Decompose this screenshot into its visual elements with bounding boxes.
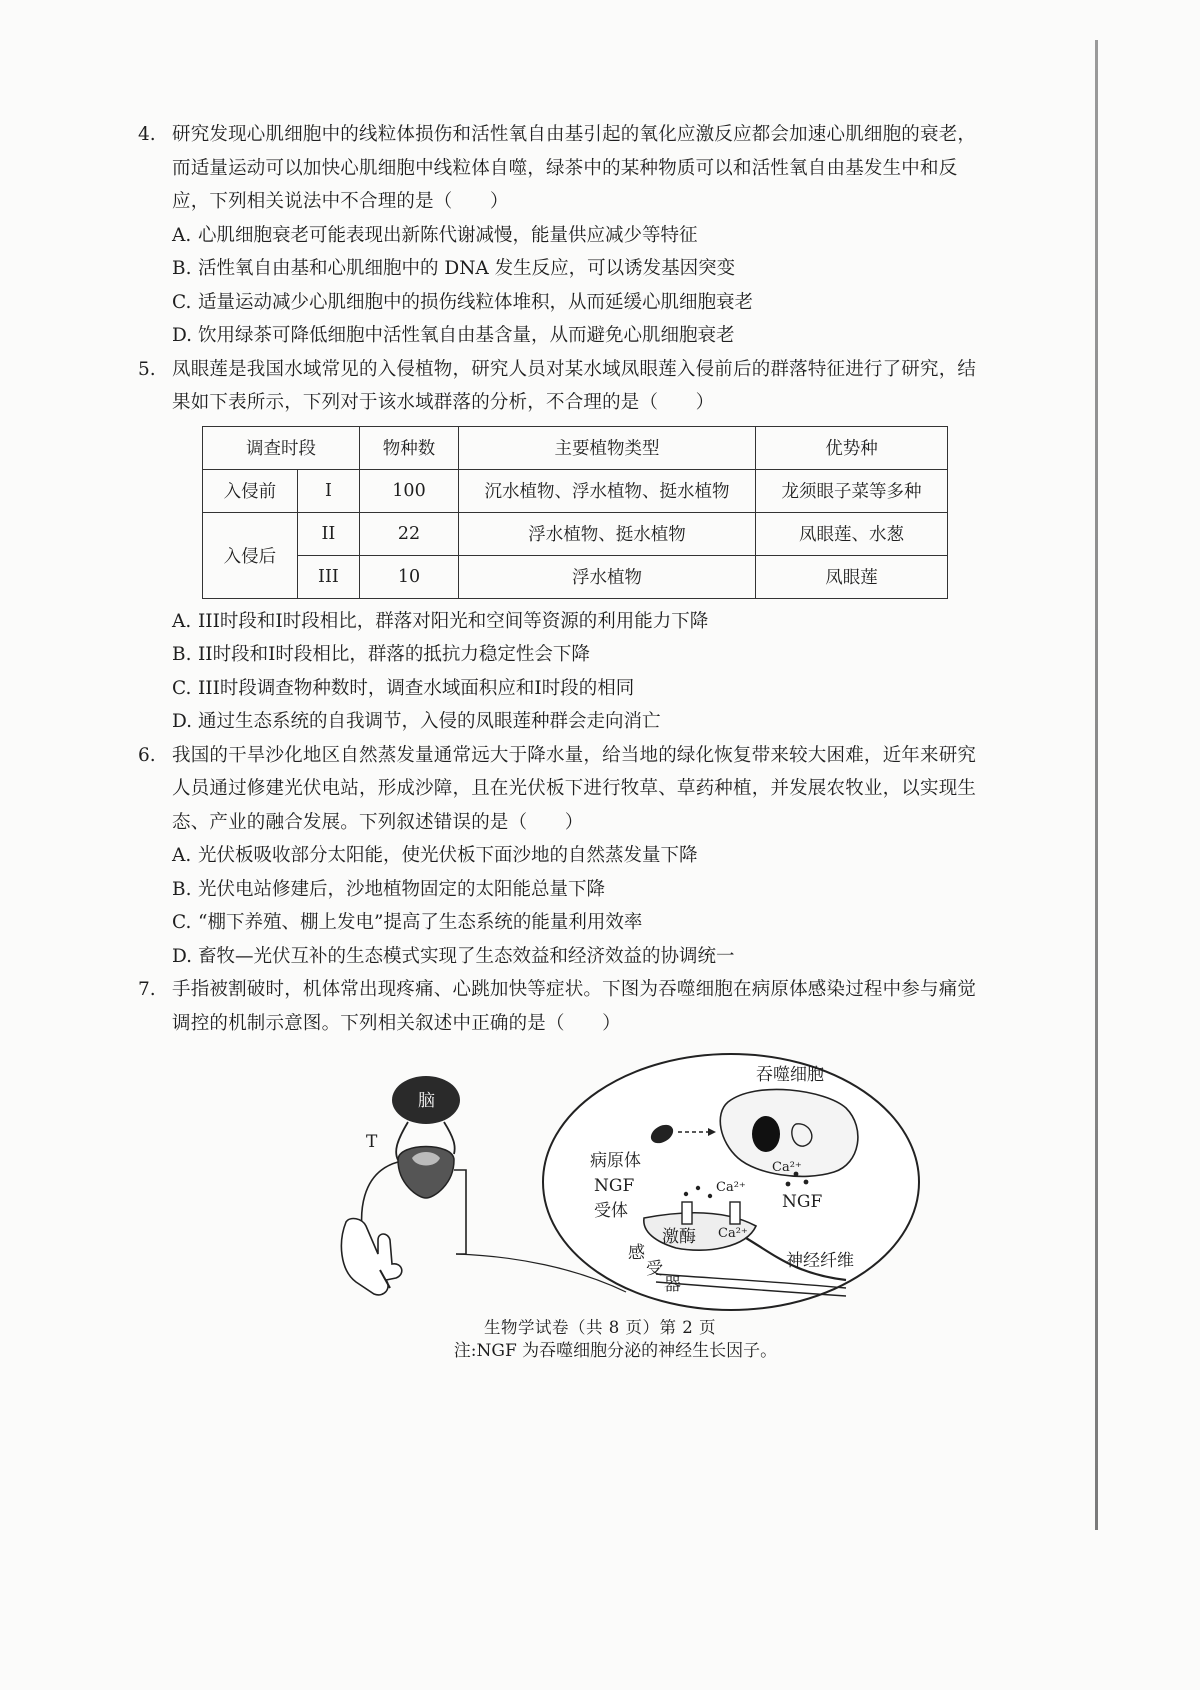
question-stem: 凤眼莲是我国水域常见的入侵植物，研究人员对某水域凤眼莲入侵前后的群落特征进行了研究，结果如下表所示，下列对于该水域群落的分析，不合理的是（ ）: [172, 358, 977, 413]
label-phagocyte: 吞噬细胞: [756, 1065, 824, 1085]
table-cell-types: 浮水植物、挺水植物: [459, 512, 756, 555]
table-header-row: [203, 426, 948, 469]
ca-ion-dot: [804, 1180, 809, 1185]
option-text: II时段和I时段相比，群落的抵抗力稳定性会下降: [198, 644, 590, 665]
option-key: A.: [172, 224, 192, 246]
label-receptor-2: 受: [646, 1259, 663, 1279]
question-stem: 我国的干旱沙化地区自然蒸发量通常远大于降水量，给当地的绿化恢复带来较大困难，近年来研究人员通过修建光伏电站，形成沙障，且在光伏板下进行牧草、草药种植，并发展农牧业，以实现生态、产业的融合发展。下列叙述错误的是（ ）: [172, 744, 977, 833]
ngf-dot: [684, 1192, 688, 1196]
table-header-cell: 主要植物类型: [459, 426, 756, 469]
question-6: [138, 739, 993, 840]
ngf-dot: [708, 1194, 712, 1198]
ascending-pathway: [444, 1122, 455, 1154]
figure-note: 注:NGF 为吞噬细胞分泌的神经生长因子。: [453, 1341, 778, 1361]
label-kinase: 激酶: [662, 1227, 696, 1247]
table-cell-dominant: 龙须眼子菜等多种: [756, 469, 948, 512]
option-key: C.: [172, 912, 192, 933]
page-content: [138, 118, 993, 1361]
table-row: [203, 469, 948, 512]
option-key: B.: [172, 644, 192, 665]
option-a: [172, 839, 993, 873]
table-row: [203, 512, 948, 555]
phagocyte-nucleus: [752, 1116, 780, 1152]
option-text: 光伏板吸收部分太阳能，使光伏板下面沙地的自然蒸发量下降: [198, 845, 698, 866]
ca-channel-shape: [730, 1202, 740, 1224]
label-ca-top: Ca²⁺: [772, 1160, 802, 1175]
option-text: “棚下养殖、棚上发电”提高了生态系统的能量利用效率: [198, 912, 643, 933]
table-cell-species: 100: [360, 469, 459, 512]
table-row: [203, 555, 948, 598]
page-edge-shadow: [1095, 40, 1098, 1530]
ngf-dot: [696, 1186, 700, 1190]
option-key: A.: [172, 845, 192, 866]
option-c: [172, 286, 993, 320]
option-text: III时段调查物种数时，调查水域面积应和I时段的相同: [198, 677, 635, 699]
option-d: [172, 705, 993, 739]
ngf-receptor-shape: [682, 1202, 692, 1224]
label-receptor-1: 感: [628, 1243, 645, 1263]
label-ca-bottom: Ca²⁺: [718, 1226, 748, 1241]
table-cell-species: 22: [360, 512, 459, 555]
label-ca-mid: Ca²⁺: [716, 1180, 746, 1195]
question-number: 4.: [138, 124, 156, 145]
option-d: [172, 940, 993, 974]
table-cell-period: II: [297, 512, 359, 555]
question-number: 6.: [138, 744, 156, 766]
label-ngf-receptor-line1: NGF: [594, 1176, 635, 1196]
option-key: D.: [172, 711, 193, 732]
question-number: 7.: [138, 979, 156, 1000]
label-t: T: [366, 1132, 378, 1152]
question-stem: 研究发现心肌细胞中的线粒体损伤和活性氧自由基引起的氧化应激反应都会加速心肌细胞的衰老，而适量运动可以加快心肌细胞中线粒体自噬，绿茶中的某种物质可以和活性氧自由基发生中和反应，下列相关说法中不合理的是（ ）: [172, 124, 977, 212]
table-cell-types: 浮水植物: [459, 555, 756, 598]
pain-regulation-diagram: [326, 1042, 936, 1342]
option-a: [172, 219, 993, 253]
finger-hand: [341, 1219, 401, 1295]
option-b: [172, 252, 993, 286]
label-brain: 脑: [418, 1091, 435, 1111]
table-cell-group: 入侵前: [203, 469, 298, 512]
question-7: [138, 973, 993, 1040]
table-header-cell: 调查时段: [203, 426, 360, 469]
efferent-nerve: [454, 1170, 466, 1254]
table-cell-species: 10: [360, 555, 459, 598]
option-text: 活性氧自由基和心肌细胞中的 DNA 发生反应，可以诱发基因突变: [198, 258, 736, 279]
option-key: D.: [172, 945, 193, 967]
option-key: C.: [172, 291, 192, 313]
label-ngf: NGF: [782, 1192, 823, 1212]
table-cell-period: III: [297, 555, 359, 598]
label-nerve-fiber: 神经纤维: [786, 1251, 854, 1271]
table-cell-group: 入侵后: [203, 512, 298, 598]
option-key: D.: [172, 325, 193, 346]
table-header-cell: 优势种: [756, 426, 948, 469]
option-c: [172, 672, 993, 706]
option-b: [172, 873, 993, 907]
label-ngf-receptor-line2: 受体: [594, 1201, 628, 1221]
option-text: 通过生态系统的自我调节，入侵的凤眼莲种群会走向消亡: [198, 711, 661, 732]
option-text: 畜牧—光伏互补的生态模式实现了生态效益和经济效益的协调统一: [198, 945, 735, 967]
table-cell-dominant: 凤眼莲、水葱: [756, 512, 948, 555]
option-text: 心肌细胞衰老可能表现出新陈代谢减慢，能量供应减少等特征: [198, 224, 698, 246]
option-key: C.: [172, 677, 192, 699]
community-survey-table: [202, 426, 948, 599]
label-pathogen: 病原体: [590, 1151, 641, 1171]
option-b: [172, 638, 993, 672]
question-stem: 手指被割破时，机体常出现疼痛、心跳加快等症状。下图为吞噬细胞在病原体感染过程中参与痛觉调控的机制示意图。下列相关叙述中正确的是（ ）: [172, 979, 977, 1034]
option-d: [172, 319, 993, 353]
option-c: [172, 906, 993, 940]
option-key: B.: [172, 878, 192, 900]
option-text: 适量运动减少心肌细胞中的损伤线粒体堆积，从而延缓心肌细胞衰老: [198, 291, 754, 313]
table-header-cell: 物种数: [360, 426, 459, 469]
option-text: 饮用绿茶可降低细胞中活性氧自由基含量，从而避免心肌细胞衰老: [198, 325, 735, 346]
table-cell-period: I: [297, 469, 359, 512]
table-cell-dominant: 凤眼莲: [756, 555, 948, 598]
option-key: B.: [172, 258, 192, 279]
option-text: 光伏电站修建后，沙地植物固定的太阳能总量下降: [198, 878, 606, 900]
question-5: [138, 353, 993, 420]
question-4: [138, 118, 993, 219]
ca-ion-dot: [786, 1182, 791, 1187]
table-cell-types: 沉水植物、浮水植物、挺水植物: [459, 469, 756, 512]
label-receptor-3: 器: [664, 1275, 681, 1295]
question-number: 5.: [138, 358, 156, 380]
page-footer: 生物学试卷（共 8 页）第 2 页: [484, 1318, 716, 1337]
option-key: A.: [172, 610, 192, 632]
option-text: III时段和I时段相比，群落对阳光和空间等资源的利用能力下降: [198, 610, 709, 632]
option-a: [172, 605, 993, 639]
